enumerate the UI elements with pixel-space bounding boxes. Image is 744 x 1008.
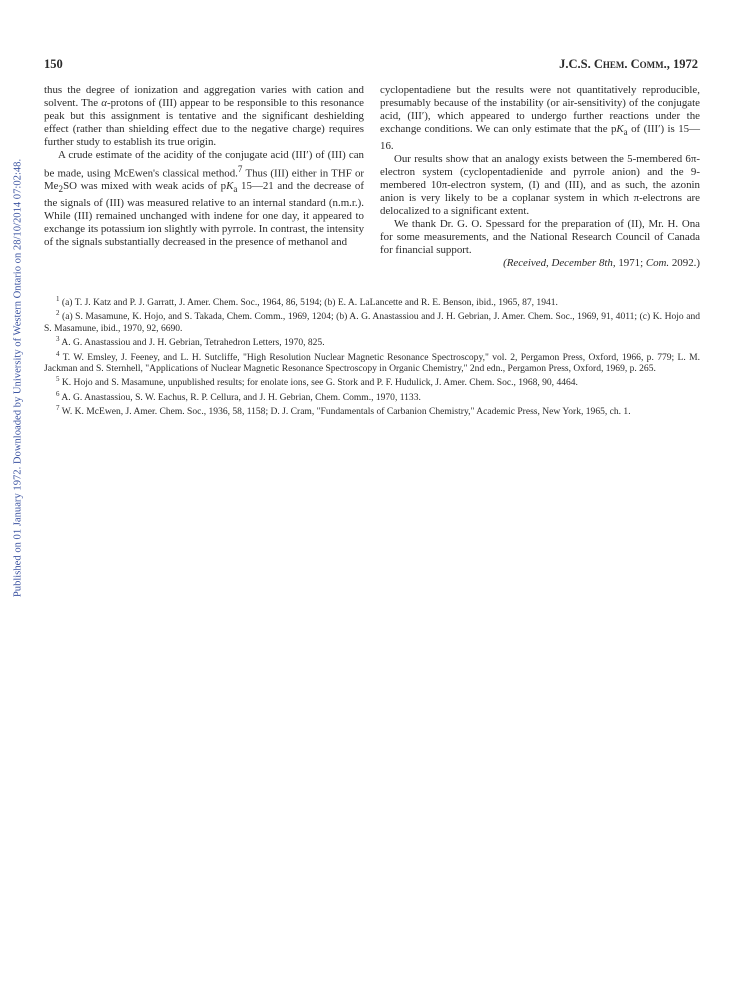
page-number: 150 [44,57,63,71]
body-columns [44,84,700,270]
pka-k: K [226,180,234,193]
references-list [44,294,700,418]
left-column [44,84,364,270]
reference-item [44,308,700,334]
left-paragraph-1 [44,84,364,149]
journal-year: , 1972 [666,57,698,71]
reference-text: A. G. Anastassiou, S. W. Eachus, R. P. Cellura, and J. H. Gebrian, Chem. Comm., 1970, 1133. [59,392,421,404]
acknowledgements: We thank Dr. G. O. Spessard for the preparation of (II), Mr. H. Ona for some measurements, and the National Research Council of Canada for financial support. [380,218,700,257]
journal-name: Chem. Comm. [593,57,667,71]
right-p1-text-b: of (III′) is 15—16. [380,123,700,152]
reference-text: (a) T. J. Katz and P. J. Garratt, J. Amer. Chem. Soc., 1964, 86, 5194; (b) E. A. LaLancette and R. E. Benson, ibid., 1965, 87, 1941. [59,297,558,309]
reference-item [44,334,700,348]
left-p2-text-b: Thus (III) either in THF or Me [44,167,365,193]
reference-number: 7 [56,404,60,413]
reference-number: 1 [56,295,60,303]
received-year: 1971 [618,257,641,270]
reference-number: 5 [56,375,60,384]
left-p1-text-b: -protons of (III) appear to be responsible to this resonance peak but this assignment is tentative and the significant deshielding effect (rather than shielding effect due to the negative charge) requires further study to establish its true origin. [44,97,364,149]
reference-number: 2 [56,309,60,318]
reference-text: (a) S. Masamune, K. Hojo, and S. Takada, Chem. Comm., 1969, 1204; (b) A. G. Anastassiou and J. H. Gebrian, J. Amer. Chem. Soc., 1969, 91, 4011; (c) K. Hojo and S. Masamune, ibid., 1970, 92, 6690. [44,311,700,334]
reference-text: W. K. McEwen, J. Amer. Chem. Soc., 1936, 58, 1158; D. J. Cram, "Fundamentals of Carbanion Chemistry," Academic Press, New York, 1965, ch. 1. [59,406,631,418]
journal-prefix: J.C.S. [559,57,594,71]
received-date: (Received, December 8th, [503,257,619,270]
reference-item [44,389,700,403]
left-p2-text-a: A crude estimate of the acidity of the conjugate acid (III′) of (III) can be made, using McEwen's classical method. [44,149,364,180]
pka-k-right: K [616,123,624,136]
reference-text: T. W. Emsley, J. Feeney, and L. H. Sutcliffe, "High Resolution Nuclear Magnetic Resonance Spectroscopy," vol. 2, Pergamon Press, Oxford, 1966, p. 779; L. M. Jackman and S. Sternhell, "Applications of Nuclear Magnetic Resonance Spectroscopy in Organic Chemistry," 2nd edn., Pergamon Press, Oxford, 1969, p. 265. [44,351,700,375]
pka-subscript-right: a [623,127,628,138]
sidebar-watermark [10,118,26,638]
reference-item [44,374,700,388]
left-p2-text-d: 15—21 and the decrease of the signals of (III) was measured relative to an internal standard (n.m.r.). While (III) remained unchanged with indene for one day, it appeared to exchange its potassium ion slightly with pyrrole. In contrast, the intensity of the signals substantially decreased in the presence of methanol and [44,180,365,248]
left-p1-text-a: thus the degree of ionization and aggregation varies with cation and solvent. The [44,84,364,110]
subscript-2: 2 [58,184,64,195]
reference-number: 4 [56,349,60,358]
received-com-label: Com. [645,257,670,270]
left-p2-text-c: SO was mixed with weak acids of p [63,180,227,193]
received-separator: ; [640,257,646,270]
alpha-symbol: α [101,97,107,110]
reference-text: A. G. Anastassiou and J. H. Gebrian, Tetrahedron Letters, 1970, 825. [59,337,325,349]
received-line [380,257,700,270]
reference-number: 3 [56,335,60,344]
reference-item [44,403,700,417]
reference-item [44,349,700,375]
reference-item [44,294,700,308]
citation-marker: 7 [237,163,243,174]
right-p1-text-a: cyclopentadiene but the results were not quantitatively reproducible, presumably because of the instability (or air-sensitivity) of the conjugate acid, (III′), which appeared to undergo further reactions under the exchange conditions. We can only estimate that the p [380,84,700,136]
right-paragraph-2: Our results show that an analogy exists between the 5-membered 6π-electron system (cyclopentadienide and pyrrole anion) and the 9-membered 10π-electron system, (I) and (III), and as such, the azonin anion is very likely to be a coplanar system in which π-electrons are delocalized to a significant extent. [380,152,700,218]
journal-citation [559,57,698,72]
right-column [380,84,700,270]
watermark-text: Published on 01 January 1972. Downloaded by University of Western Ontario on 28/10/2014 07:02:48. [12,158,24,598]
pka-subscript: a [233,184,238,195]
reference-text: K. Hojo and S. Masamune, unpublished results; for enolate ions, see G. Stork and P. F. Hudulick, J. Amer. Chem. Soc., 1968, 90, 4464. [59,377,578,389]
right-paragraph-1 [380,84,700,153]
page-header [44,57,698,75]
reference-number: 6 [56,389,60,398]
left-paragraph-2 [44,149,364,248]
received-com-number: 2092.) [669,257,700,270]
